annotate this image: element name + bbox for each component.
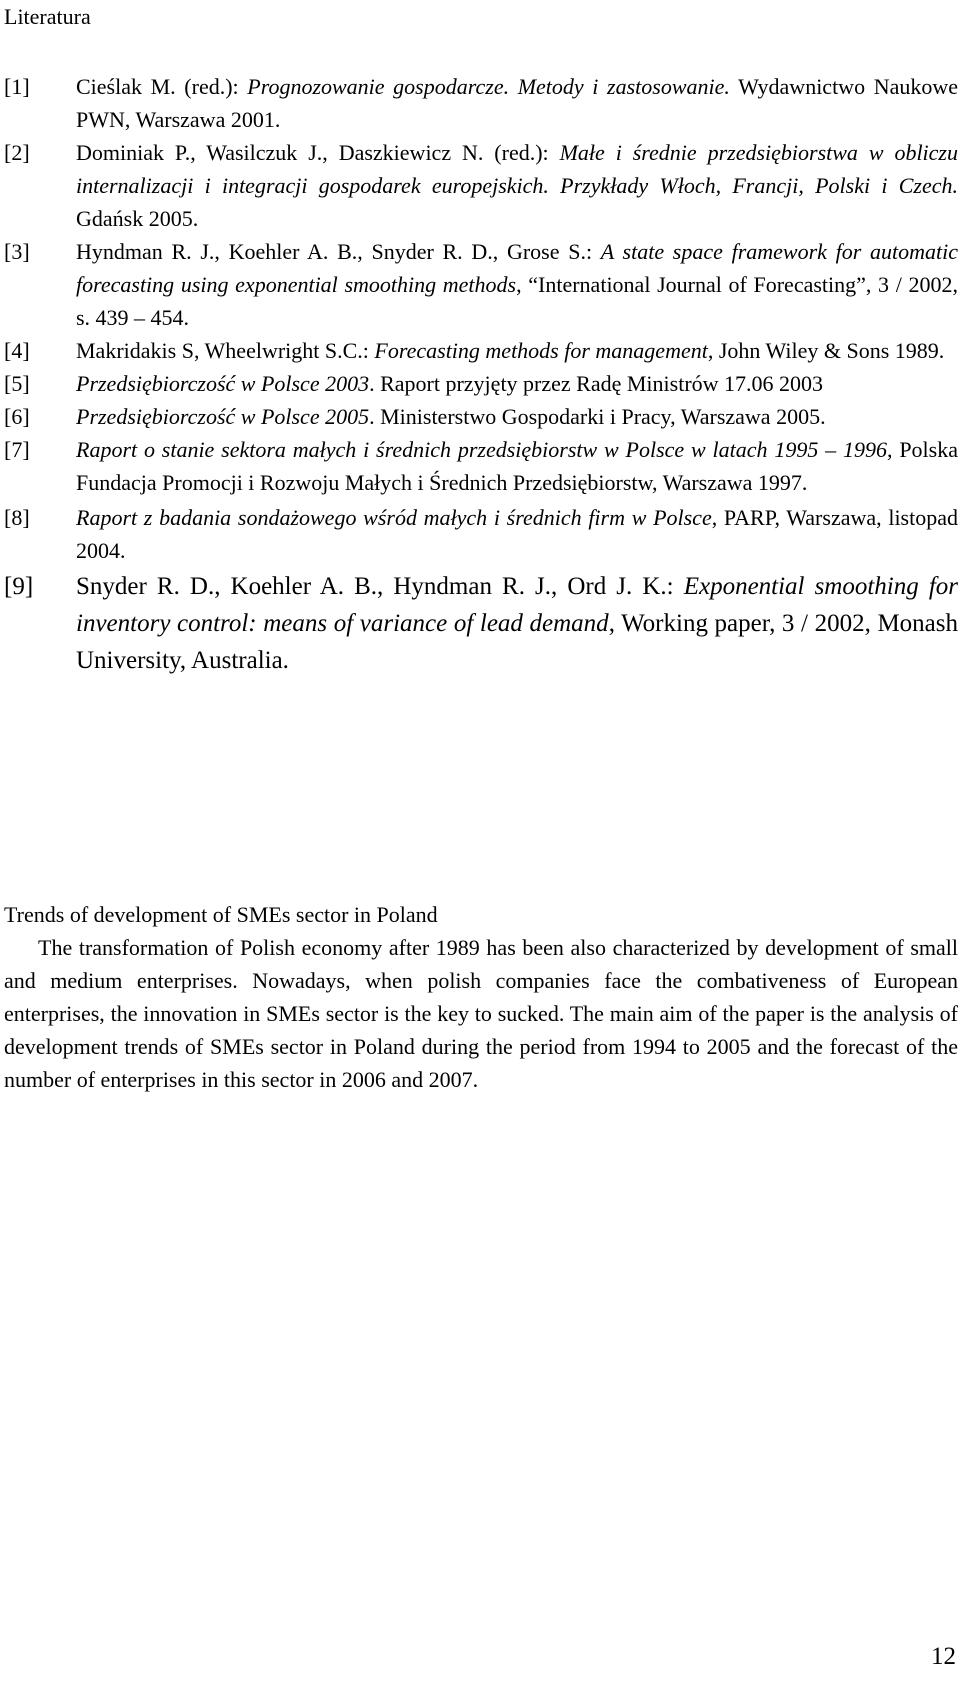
reference-title-segment: Forecasting methods for management <box>374 338 708 363</box>
reference-text <box>76 74 958 132</box>
page-number: 12 <box>931 1643 956 1670</box>
reference-text <box>76 505 958 563</box>
reference-segment: , “International Journal of Forecasting”, 3 / 2002, s. 439 – 454. <box>76 272 958 330</box>
reference-number: [8] <box>4 505 30 530</box>
reference-segment: Dominiak P., Wasilczuk J., Daszkiewicz N. (red.): <box>76 140 560 165</box>
reference-segment: Gdańsk 2005. <box>76 206 199 231</box>
reference-list <box>4 70 958 679</box>
reference-number: [6] <box>4 404 30 429</box>
section-heading: Literatura <box>4 4 91 29</box>
reference-segment: Snyder R. D., Koehler A. B., Hyndman R. J., Ord J. K.: <box>76 573 684 600</box>
reference-title-segment: Małe i średnie przedsiębiorstwa w obliczu internalizacji i integracji gospodarek europejskich. Przykłady Włoch, Francji, Polski i Czech. <box>76 140 958 198</box>
reference-title-segment: A state space framework for automatic forecasting using exponential smoothing methods <box>76 239 958 297</box>
reference-title-segment: Prognozowanie gospodarcze. Metody i zastosowanie. <box>247 74 730 99</box>
reference-segment: , Working paper, 3 / 2002, Monash University, Australia. <box>76 610 958 674</box>
reference-segment: . Ministerstwo Gospodarki i Pracy, Warszawa 2005. <box>369 404 826 429</box>
reference-number: [7] <box>4 437 30 462</box>
reference-segment: Makridakis S, Wheelwright S.C.: <box>76 338 375 363</box>
reference-number: [2] <box>4 140 30 165</box>
abstract-body: The transformation of Polish economy after 1989 has been also characterized by development of small and medium enterprises. Nowadays, when polish companies face the combativeness of European enterprises, the innovation in SMEs sector is the key to sucked. The main aim of the paper is the analysis of development trends of SMEs sector in Poland during the period from 1994 to 2005 and the forecast of the number of enterprises in this sector in 2006 and 2007. <box>4 935 958 1092</box>
abstract-title: Trends of development of SMEs sector in Poland <box>4 902 438 927</box>
reference-title-segment: Exponential smoothing for inventory control: means of variance of lead demand <box>76 573 959 637</box>
reference-text <box>76 338 944 363</box>
reference-text <box>76 573 958 674</box>
reference-segment: . Raport przyjęty przez Radę Ministrów 17.06 2003 <box>369 371 824 396</box>
reference-segment: Hyndman R. J., Koehler A. B., Snyder R. D., Grose S.: <box>76 239 601 264</box>
reference-text <box>76 239 958 330</box>
reference-item <box>4 568 958 679</box>
reference-item <box>4 334 958 367</box>
reference-number: [5] <box>4 371 30 396</box>
reference-number: [3] <box>4 239 30 264</box>
abstract-section <box>4 898 958 1096</box>
reference-text <box>76 404 826 429</box>
reference-number: [9] <box>4 573 34 600</box>
reference-item <box>4 501 958 567</box>
reference-item <box>4 235 958 334</box>
reference-segment: , PARP, Warszawa, listopad 2004. <box>76 505 958 563</box>
reference-segment: Cieślak M. (red.): <box>76 74 248 99</box>
reference-item <box>4 367 958 400</box>
reference-item <box>4 136 958 235</box>
reference-segment: , Polska Fundacja Promocji i Rozwoju Małych i Średnich Przedsiębiorstw, Warszawa 1997. <box>76 437 958 495</box>
reference-title-segment: Raport z badania sondażowego wśród małych i średnich firm w Polsce <box>76 505 712 530</box>
reference-item <box>4 433 958 499</box>
reference-item <box>4 70 958 136</box>
reference-number: [1] <box>4 74 30 99</box>
reference-item <box>4 400 958 433</box>
reference-title-segment: Przedsiębiorczość w Polsce 2005 <box>76 404 370 429</box>
reference-number: [4] <box>4 338 30 363</box>
reference-text <box>76 437 958 495</box>
reference-text <box>76 140 958 231</box>
reference-segment: , John Wiley & Sons 1989. <box>707 338 945 363</box>
reference-title-segment: Przedsiębiorczość w Polsce 2003 <box>76 371 370 396</box>
reference-text <box>76 371 823 396</box>
reference-segment: Wydawnictwo Naukowe PWN, Warszawa 2001. <box>76 74 958 132</box>
reference-title-segment: Raport o stanie sektora małych i średnich przedsiębiorstw w Polsce w latach 1995 – 1996 <box>76 437 887 462</box>
